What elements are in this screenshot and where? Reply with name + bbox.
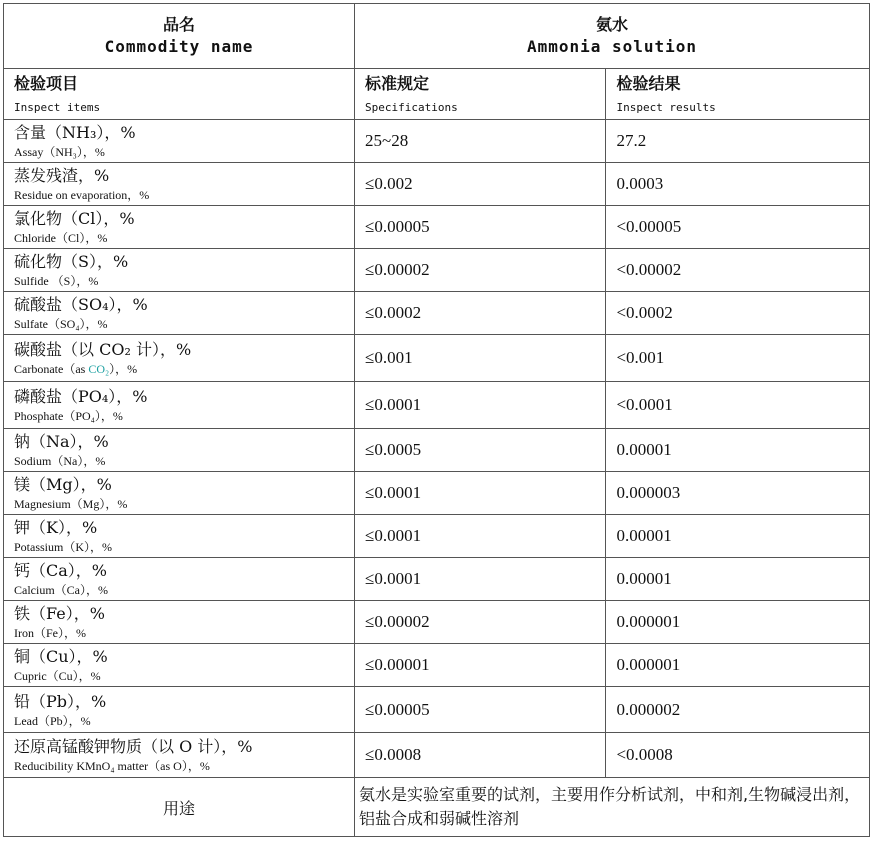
- commodity-value-zh: 氨水: [596, 15, 629, 34]
- usage-row: [4, 778, 870, 837]
- item-cell: [4, 163, 355, 206]
- commodity-label-cell: [4, 4, 355, 69]
- commodity-header-row: [4, 4, 870, 69]
- result-cell: 0.0003: [606, 163, 870, 206]
- spec-cell: ≤0.0005: [355, 429, 606, 472]
- usage-text: 氨水是实验室重要的试剂，主要用作分析试剂，中和剂,生物碱浸出剂，铝盐合成和弱碱性溶剂: [355, 778, 870, 837]
- spec-cell: ≤0.00002: [355, 601, 606, 644]
- spec-cell: ≤0.0008: [355, 733, 606, 778]
- table-row: [4, 292, 870, 335]
- result-cell: 0.000001: [606, 601, 870, 644]
- item-cell: [4, 335, 355, 382]
- item-name-zh: 氯化物（Cl），%: [14, 209, 135, 228]
- result-cell: <0.00002: [606, 249, 870, 292]
- column-header-zh: 检验结果: [616, 74, 681, 93]
- table-row: [4, 382, 870, 429]
- spec-cell: ≤0.001: [355, 335, 606, 382]
- item-name-en: Lead（Pb），%: [14, 713, 91, 728]
- item-cell: [4, 472, 355, 515]
- table-row: [4, 515, 870, 558]
- usage-label: 用途: [4, 778, 355, 837]
- result-cell: 27.2: [606, 120, 870, 163]
- co2-highlight: CO₂: [88, 362, 110, 376]
- item-name-en: Calcium（Ca），%: [14, 583, 108, 597]
- item-name-en: Sodium（Na），%: [14, 454, 106, 468]
- spec-cell: ≤0.0002: [355, 292, 606, 335]
- result-cell: <0.0008: [606, 733, 870, 778]
- table-row: [4, 601, 870, 644]
- table-row: [4, 249, 870, 292]
- item-name-en: Sulfide （S），%: [14, 274, 99, 288]
- item-cell: [4, 382, 355, 429]
- item-cell: [4, 515, 355, 558]
- table-row: [4, 644, 870, 687]
- item-name-en: Chloride（Cl），%: [14, 231, 108, 245]
- item-name-zh: 磷酸盐（PO₄），%: [14, 387, 148, 406]
- item-name-en: Potassium（K），%: [14, 540, 113, 554]
- spec-cell: 25~28: [355, 120, 606, 163]
- item-cell: [4, 644, 355, 687]
- item-name-zh: 铜（Cu），%: [14, 647, 108, 666]
- table-row: [4, 733, 870, 778]
- item-name-en-suffix: ），%: [109, 362, 138, 376]
- column-header-specifications: [355, 69, 606, 120]
- column-header-en: Inspect results: [616, 101, 716, 114]
- item-name-zh: 碳酸盐（以 CO₂ 计），%: [14, 340, 192, 359]
- item-cell: [4, 292, 355, 335]
- item-name-en: Cupric（Cu），%: [14, 669, 101, 683]
- item-name-zh: 镁（Mg），%: [14, 475, 112, 494]
- item-cell: [4, 249, 355, 292]
- commodity-label-en: Commodity name: [104, 37, 254, 56]
- commodity-label-zh: 品名: [163, 15, 196, 34]
- item-cell: [4, 558, 355, 601]
- item-name-zh: 蒸发残渣，%: [14, 166, 110, 185]
- item-name-en: Assay（NH₃），%: [14, 145, 105, 159]
- item-cell: [4, 120, 355, 163]
- result-cell: <0.00005: [606, 206, 870, 249]
- column-header-row: [4, 69, 870, 120]
- commodity-value-en: Ammonia solution: [526, 37, 698, 56]
- result-cell: 0.000001: [606, 644, 870, 687]
- spec-cell: ≤0.00005: [355, 687, 606, 733]
- table-row: [4, 335, 870, 382]
- spec-cell: ≤0.00005: [355, 206, 606, 249]
- result-cell: 0.00001: [606, 558, 870, 601]
- table-row: [4, 120, 870, 163]
- column-header-en: Inspect items: [14, 101, 101, 114]
- item-name-en: Iron（Fe），%: [14, 626, 86, 640]
- result-cell: <0.0002: [606, 292, 870, 335]
- item-name-en: Magnesium（Mg），%: [14, 497, 128, 511]
- spec-cell: ≤0.00002: [355, 249, 606, 292]
- item-name-en: Residue on evaporation，%: [14, 188, 150, 202]
- spec-cell: ≤0.0001: [355, 472, 606, 515]
- item-name-en-prefix: Carbonate（as: [14, 362, 89, 376]
- result-cell: 0.000003: [606, 472, 870, 515]
- spec-cell: ≤0.0001: [355, 558, 606, 601]
- item-name-zh: 硫酸盐（SO₄），%: [14, 295, 148, 314]
- item-name-en: Phosphate（PO₄），%: [14, 409, 123, 423]
- spec-cell: ≤0.0001: [355, 382, 606, 429]
- table-row: [4, 472, 870, 515]
- item-cell: [4, 687, 355, 733]
- item-name-zh: 铅（Pb），%: [14, 691, 107, 711]
- item-name-zh: 钠（Na），%: [14, 432, 109, 451]
- table-row: [4, 163, 870, 206]
- column-header-results: [606, 69, 870, 120]
- table-row: [4, 206, 870, 249]
- item-name-zh: 还原高锰酸钾物质（以 O 计），%: [14, 737, 253, 756]
- result-cell: 0.000002: [606, 687, 870, 733]
- result-cell: 0.00001: [606, 429, 870, 472]
- item-cell: [4, 601, 355, 644]
- table-row: [4, 429, 870, 472]
- inspection-report-table: [3, 3, 870, 837]
- spec-cell: ≤0.0001: [355, 515, 606, 558]
- item-name-zh: 钙（Ca），%: [14, 561, 107, 580]
- table-row: [4, 687, 870, 733]
- spec-cell: ≤0.002: [355, 163, 606, 206]
- item-name-zh: 铁（Fe），%: [14, 604, 105, 623]
- item-cell: [4, 733, 355, 778]
- spec-cell: ≤0.00001: [355, 644, 606, 687]
- result-cell: <0.001: [606, 335, 870, 382]
- item-name-zh: 硫化物（S），%: [14, 252, 129, 271]
- commodity-value-cell: [355, 4, 870, 69]
- item-name-en: Sulfate（SO₄），%: [14, 317, 108, 331]
- result-cell: <0.0001: [606, 382, 870, 429]
- item-name-en: Reducibility KMnO₄ matter（as O），%: [14, 759, 210, 773]
- table-row: [4, 558, 870, 601]
- item-cell: [4, 429, 355, 472]
- column-header-zh: 检验项目: [14, 74, 79, 93]
- column-header-items: [4, 69, 355, 120]
- result-cell: 0.00001: [606, 515, 870, 558]
- item-cell: [4, 206, 355, 249]
- item-name-zh: 钾（K），%: [14, 518, 98, 537]
- column-header-zh: 标准规定: [365, 74, 430, 93]
- item-name-zh: 含量（NH₃），%: [14, 123, 136, 142]
- column-header-en: Specifications: [365, 101, 458, 114]
- item-name-en: [14, 361, 344, 377]
